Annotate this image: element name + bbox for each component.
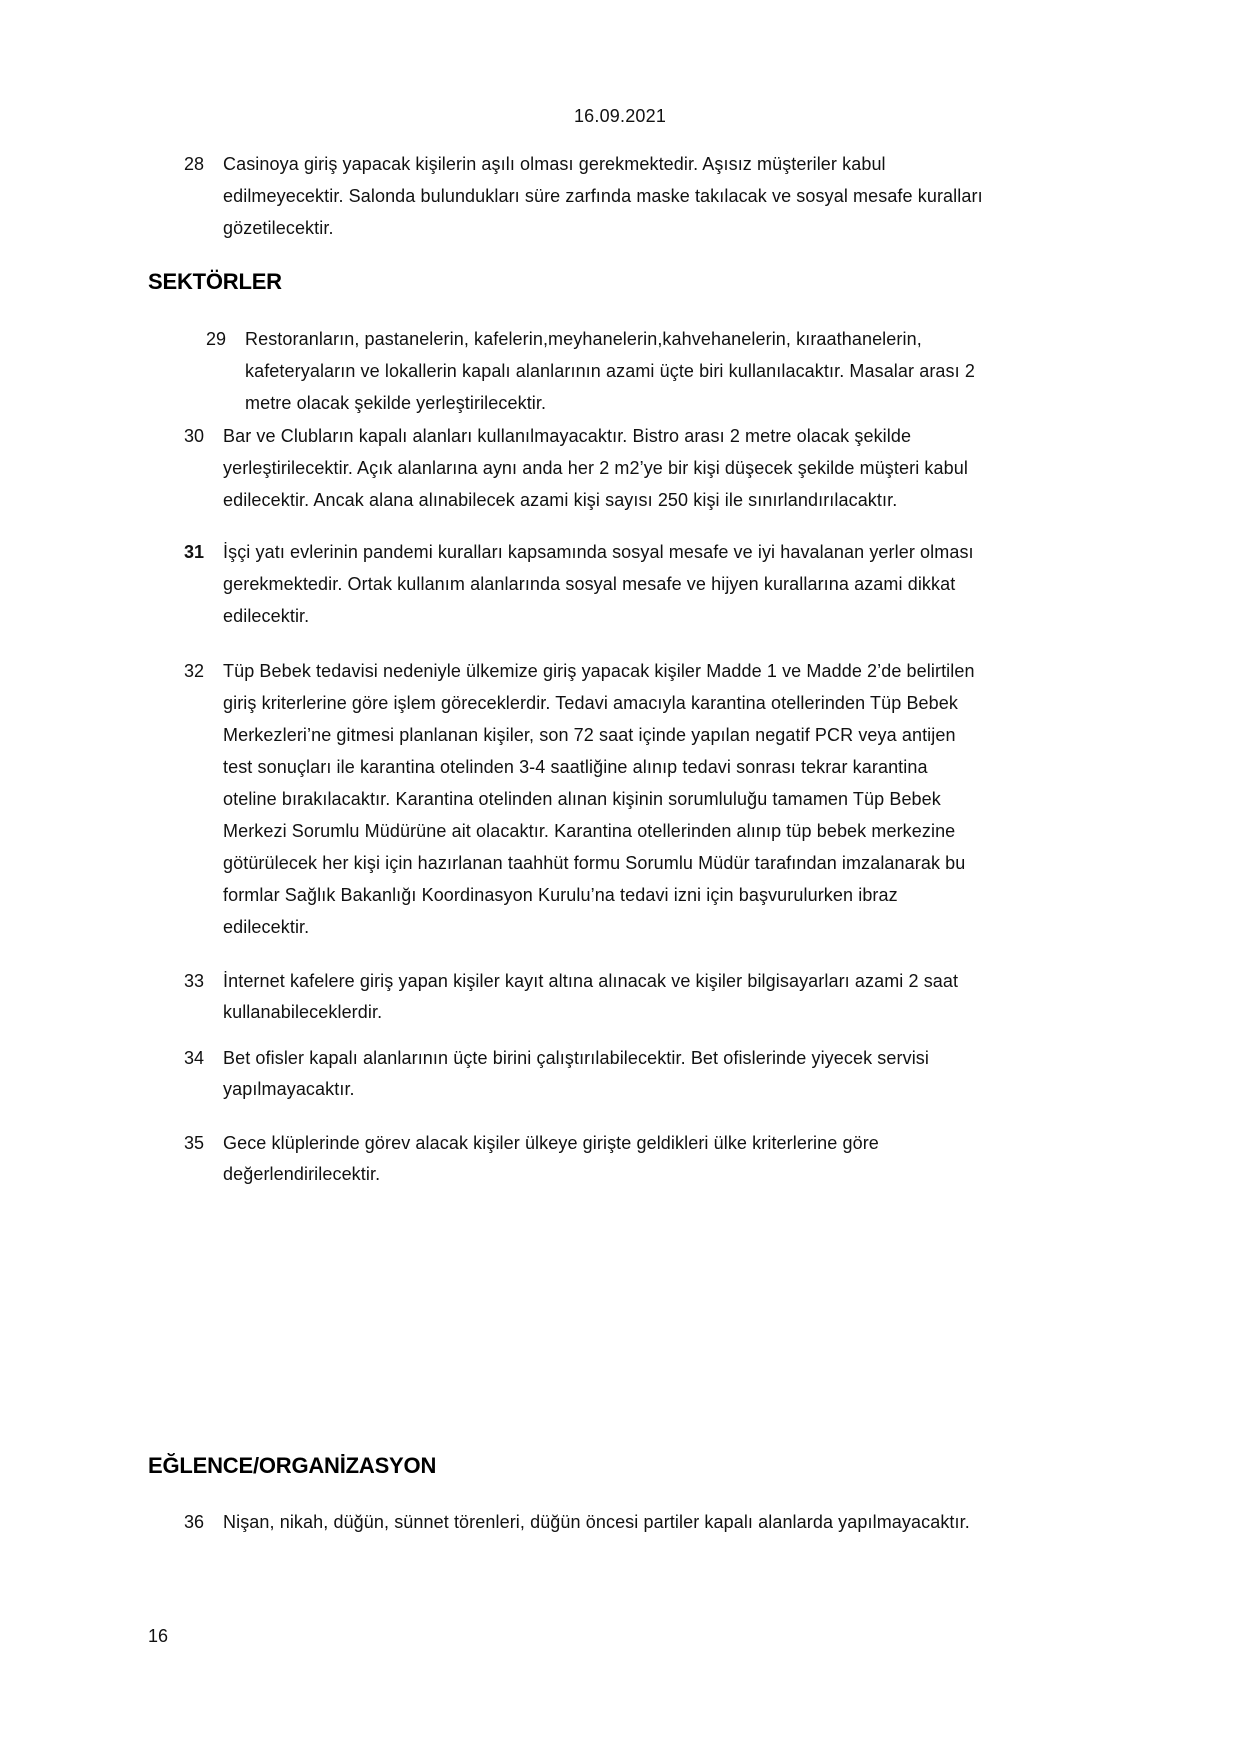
- item-line: Bet ofisler kapalı alanlarının üçte birini çalıştırılabilecektir. Bet ofislerinde yiyecek servisi: [223, 1048, 930, 1068]
- item-line: Merkezleri’ne gitmesi planlanan kişiler, son 72 saat içinde yapılan negatif PCR veya antijen: [223, 725, 956, 745]
- item-line: formlar Sağlık Bakanlığı Koordinasyon Kurulu’na tedavi izni için başvurulurken ibraz: [223, 885, 898, 905]
- item-number: 36: [184, 1512, 205, 1532]
- item-line: yerleştirilecektir. Açık alanlarına aynı anda her 2 m2’ye bir kişi düşecek şekilde müşteri kabul: [223, 458, 968, 478]
- item-line: Nişan, nikah, düğün, sünnet törenleri, düğün öncesi partiler kapalı alanlarda yapılmayacaktır.: [223, 1512, 970, 1532]
- item-line: değerlendirilecektir.: [223, 1164, 381, 1184]
- item-text: [223, 1506, 970, 1538]
- item-text: [223, 420, 968, 516]
- item-line: Tüp Bebek tedavisi nedeniyle ülkemize giriş yapacak kişiler Madde 1 ve Madde 2’de belirtilen: [223, 661, 975, 681]
- item-line: gözetilecektir.: [223, 218, 334, 238]
- item-number: 28: [184, 154, 205, 174]
- item-line: Gece klüplerinde görev alacak kişiler ülkeye girişte geldikleri ülke kriterlerine göre: [223, 1133, 879, 1153]
- item-number: 29: [206, 329, 227, 349]
- item-line: İnternet kafelere giriş yapan kişiler kayıt altına alınacak ve kişiler bilgisayarları azami 2 saat: [223, 971, 959, 991]
- item-line: yapılmayacaktır.: [223, 1079, 355, 1099]
- item-line: edilecektir.: [223, 606, 310, 626]
- item-line: kafeteryaların ve lokallerin kapalı alanlarının azami üçte biri kullanılacaktır. Masalar arası 2: [245, 361, 975, 381]
- item-text: [245, 323, 975, 419]
- item-line: edilecektir. Ancak alana alınabilecek azami kişi sayısı 250 kişi ile sınırlandırılacaktır.: [223, 490, 898, 510]
- item-text: [223, 148, 983, 244]
- item-line: Casinoya giriş yapacak kişilerin aşılı olması gerekmektedir. Aşısız müşteriler kabul: [223, 154, 886, 174]
- item-line: gerekmektedir. Ortak kullanım alanlarında sosyal mesafe ve hijyen kurallarına azami dikkat: [223, 574, 956, 594]
- item-line: İşçi yatı evlerinin pandemi kuralları kapsamında sosyal mesafe ve iyi havalanan yerler olması: [223, 542, 974, 562]
- item-line: test sonuçları ile karantina otelinden 3-4 saatliğine alınıp tedavi sonrası tekrar karantina: [223, 757, 928, 777]
- item-line: metre olacak şekilde yerleştirilecektir.: [245, 393, 547, 413]
- item-number: 33: [184, 971, 205, 991]
- item-text: [223, 536, 974, 632]
- item-text: [223, 655, 975, 943]
- item-text: [223, 1043, 929, 1105]
- item-line: giriş kriterlerine göre işlem göreceklerdir. Tedavi amacıyla karantina otellerinden Tüp Bebek: [223, 693, 958, 713]
- item-line: Bar ve Clubların kapalı alanları kullanılmayacaktır. Bistro arası 2 metre olacak şekilde: [223, 426, 912, 446]
- item-text: [223, 966, 958, 1028]
- item-number: 31: [184, 542, 205, 562]
- section-heading-sektorler: SEKTÖRLER: [148, 269, 282, 294]
- item-line: Merkezi Sorumlu Müdürüne ait olacaktır. Karantina otellerinden alınıp tüp bebek merkezine: [223, 821, 956, 841]
- item-number: 35: [184, 1133, 205, 1153]
- header-date: 16.09.2021: [573, 106, 667, 126]
- item-line: edilmeyecektir. Salonda bulundukları süre zarfında maske takılacak ve sosyal mesafe kuralları: [223, 186, 983, 206]
- item-text: [223, 1128, 879, 1190]
- item-line: edilecektir.: [223, 917, 310, 937]
- item-line: götürülecek her kişi için hazırlanan taahhüt formu Sorumlu Müdür tarafından imzalanarak bu: [223, 853, 966, 873]
- item-number: 30: [184, 426, 205, 446]
- item-line: kullanabileceklerdir.: [223, 1002, 383, 1022]
- section-heading-eglence-organizasyon: EĞLENCE/ORGANİZASYON: [148, 1453, 437, 1478]
- item-number: 34: [184, 1048, 205, 1068]
- item-line: Restoranların, pastanelerin, kafelerin,meyhanelerin,kahvehanelerin, kıraathanelerin,: [245, 329, 922, 349]
- page-number: 16: [148, 1626, 169, 1646]
- item-number: 32: [184, 661, 205, 681]
- item-line: oteline bırakılacaktır. Karantina otelinden alınan kişinin sorumluluğu tamamen Tüp Bebek: [223, 789, 941, 809]
